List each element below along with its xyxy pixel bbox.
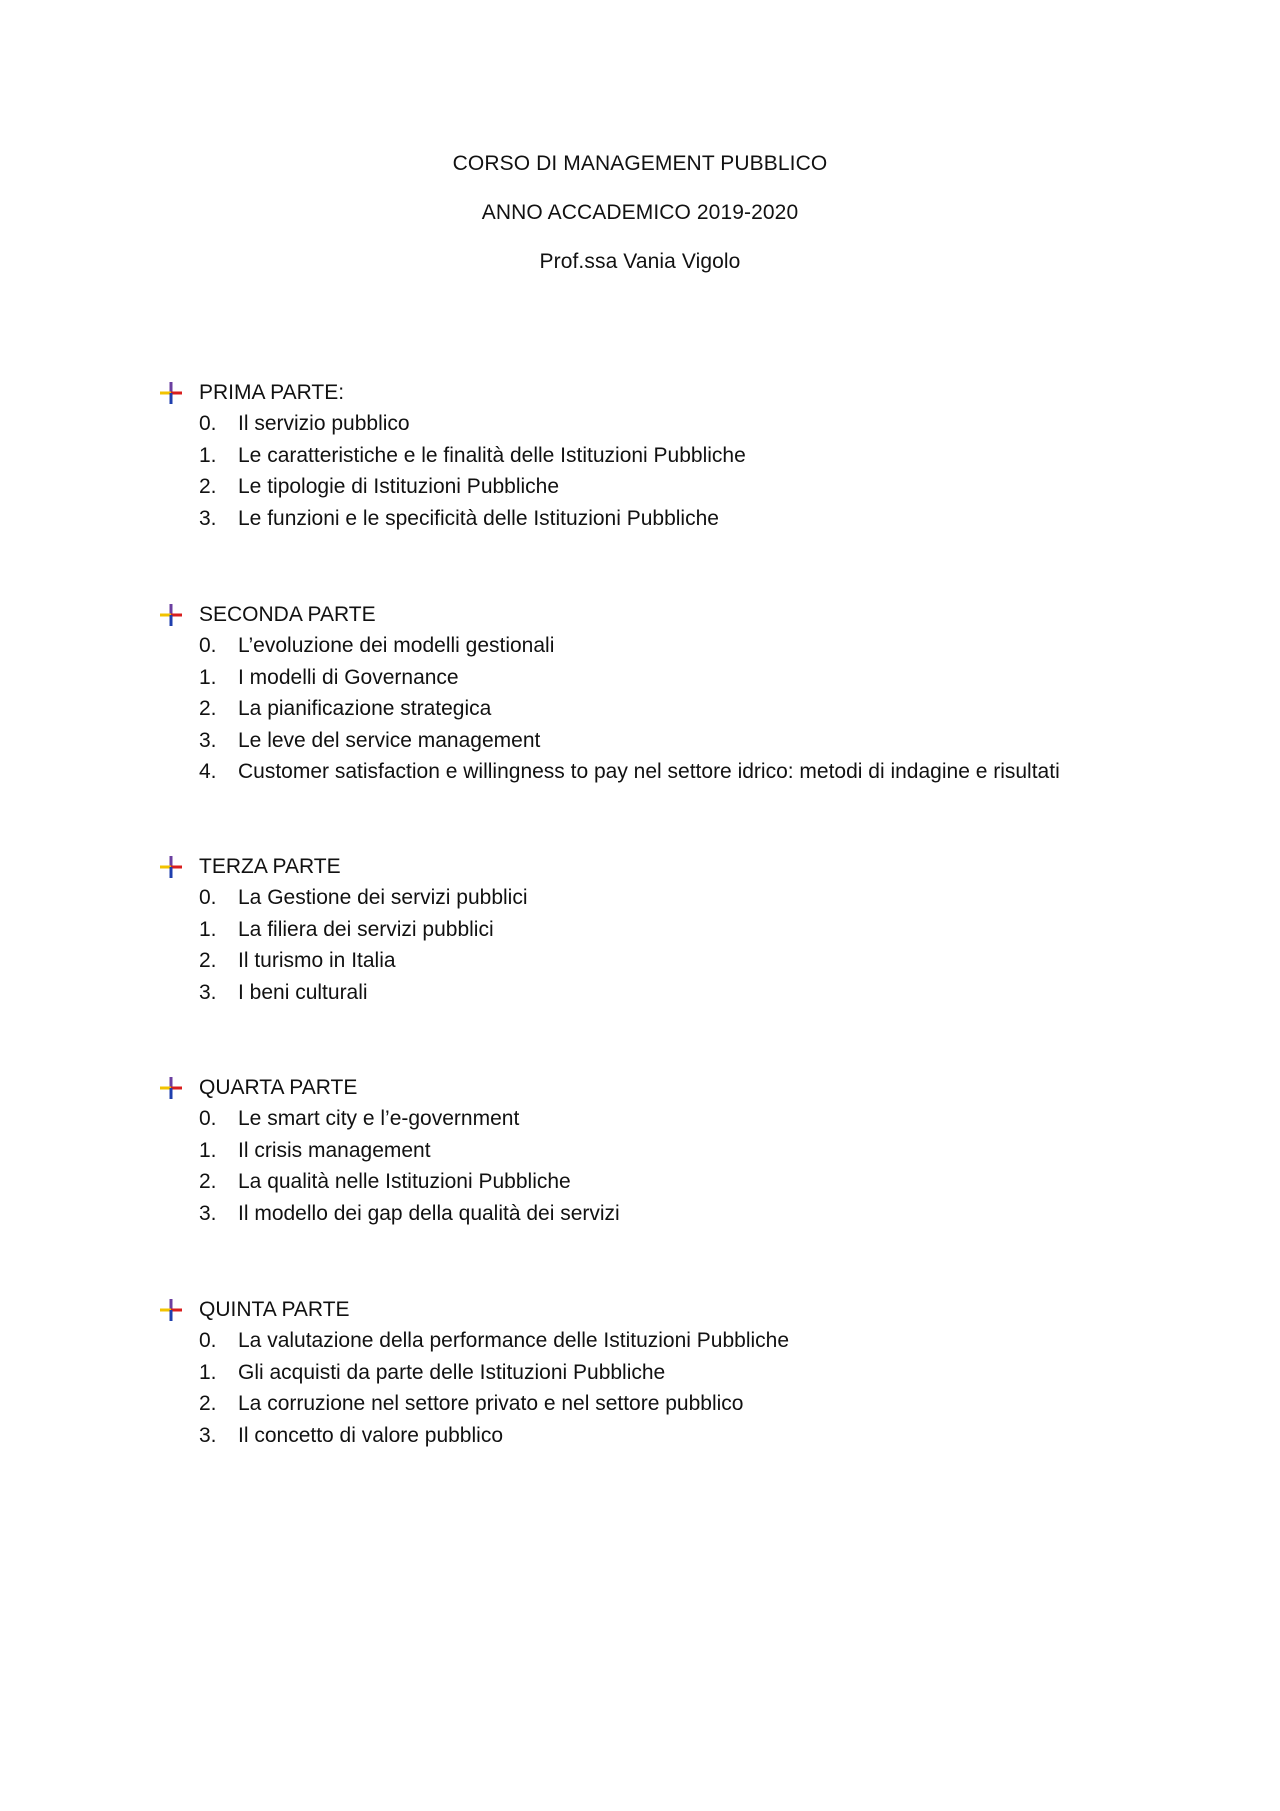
list-item [199, 1135, 1160, 1167]
item-number: 0. [199, 412, 217, 435]
item-text: Le funzioni e le specificità delle Istituzioni Pubbliche [238, 506, 719, 530]
item-number: 1. [199, 443, 217, 467]
item-number: 0. [199, 634, 217, 657]
list-item [199, 945, 1160, 977]
list-item [199, 408, 1160, 440]
item-text: Le smart city e l’e-government [238, 1107, 520, 1130]
item-number: 3. [199, 506, 217, 530]
list-item [199, 1166, 1160, 1198]
item-text: Customer satisfaction e willingness to pay nel settore idrico: metodi di indagine e risultati [238, 760, 1060, 783]
section-seconda-parte [160, 599, 1160, 788]
list-item [199, 693, 1160, 725]
list-item [199, 630, 1160, 662]
item-text: I beni culturali [238, 980, 368, 1004]
item-number: 0. [199, 1329, 217, 1352]
section-item-list [160, 408, 1160, 534]
section-title: TERZA PARTE [199, 855, 341, 878]
section-item-list [160, 630, 1160, 788]
section-quarta-parte [160, 1072, 1160, 1229]
section-title: SECONDA PARTE [199, 603, 376, 626]
item-number: 0. [199, 886, 217, 909]
item-text: La Gestione dei servizi pubblici [238, 886, 528, 909]
list-item [199, 1198, 1160, 1230]
section-heading [160, 599, 1160, 630]
item-text: Il crisis management [238, 1138, 431, 1162]
list-item [199, 1388, 1160, 1420]
list-item [199, 756, 1160, 788]
section-heading [160, 377, 1160, 408]
section-title: PRIMA PARTE: [199, 381, 345, 404]
section-title: QUARTA PARTE [199, 1076, 358, 1099]
item-text: Le caratteristiche e le finalità delle Istituzioni Pubbliche [238, 443, 746, 467]
item-number: 1. [199, 665, 217, 689]
item-text: La valutazione della performance delle Istituzioni Pubbliche [238, 1329, 790, 1352]
item-number: 2. [199, 949, 217, 972]
wind-rose-bullet-icon [160, 1299, 182, 1321]
item-text: La pianificazione strategica [238, 697, 492, 720]
item-number: 3. [199, 980, 217, 1004]
list-item [199, 914, 1160, 946]
section-heading [160, 1072, 1160, 1103]
course-title: CORSO DI MANAGEMENT PUBBLICO [452, 152, 828, 175]
item-text: Il turismo in Italia [238, 949, 396, 972]
item-text: Le tipologie di Istituzioni Pubbliche [238, 475, 560, 498]
list-item [199, 1357, 1160, 1389]
item-number: 0. [199, 1107, 217, 1130]
item-number: 1. [199, 1138, 217, 1162]
item-text: L’evoluzione dei modelli gestionali [238, 634, 555, 657]
list-item [199, 977, 1160, 1009]
list-item [199, 725, 1160, 757]
item-number: 1. [199, 1360, 217, 1384]
list-item [199, 1325, 1160, 1357]
item-number: 3. [199, 728, 217, 752]
list-item [199, 1420, 1160, 1452]
section-quinta-parte [160, 1294, 1160, 1451]
document-header [0, 150, 1280, 297]
item-number: 2. [199, 697, 217, 720]
item-number: 3. [199, 1201, 217, 1225]
section-title: QUINTA PARTE [199, 1298, 350, 1321]
item-number: 2. [199, 1170, 217, 1193]
professor-name: Prof.ssa Vania Vigolo [539, 250, 741, 273]
wind-rose-bullet-icon [160, 604, 182, 626]
section-item-list [160, 882, 1160, 1008]
item-number: 1. [199, 917, 217, 941]
section-item-list [160, 1325, 1160, 1451]
item-text: Le leve del service management [238, 728, 541, 752]
list-item [199, 503, 1160, 535]
wind-rose-bullet-icon [160, 382, 182, 404]
item-text: I modelli di Governance [238, 665, 459, 689]
section-prima-parte [160, 377, 1160, 534]
section-heading [160, 851, 1160, 882]
list-item [199, 471, 1160, 503]
item-number: 4. [199, 760, 217, 783]
wind-rose-bullet-icon [160, 856, 182, 878]
section-item-list [160, 1103, 1160, 1229]
wind-rose-bullet-icon [160, 1077, 182, 1099]
item-text: Gli acquisti da parte delle Istituzioni Pubbliche [238, 1360, 666, 1384]
academic-year: ANNO ACCADEMICO 2019-2020 [481, 201, 799, 224]
list-item [199, 882, 1160, 914]
item-text: Il modello dei gap della qualità dei servizi [238, 1201, 620, 1225]
list-item [199, 662, 1160, 694]
section-heading [160, 1294, 1160, 1325]
item-number: 3. [199, 1423, 217, 1447]
item-number: 2. [199, 475, 217, 498]
item-text: La corruzione nel settore privato e nel settore pubblico [238, 1392, 744, 1415]
item-text: La qualità nelle Istituzioni Pubbliche [238, 1170, 571, 1193]
list-item [199, 1103, 1160, 1135]
item-text: Il servizio pubblico [238, 412, 410, 435]
item-number: 2. [199, 1392, 217, 1415]
item-text: La filiera dei servizi pubblici [238, 917, 494, 941]
section-terza-parte [160, 851, 1160, 1008]
item-text: Il concetto di valore pubblico [238, 1423, 503, 1447]
list-item [199, 440, 1160, 472]
